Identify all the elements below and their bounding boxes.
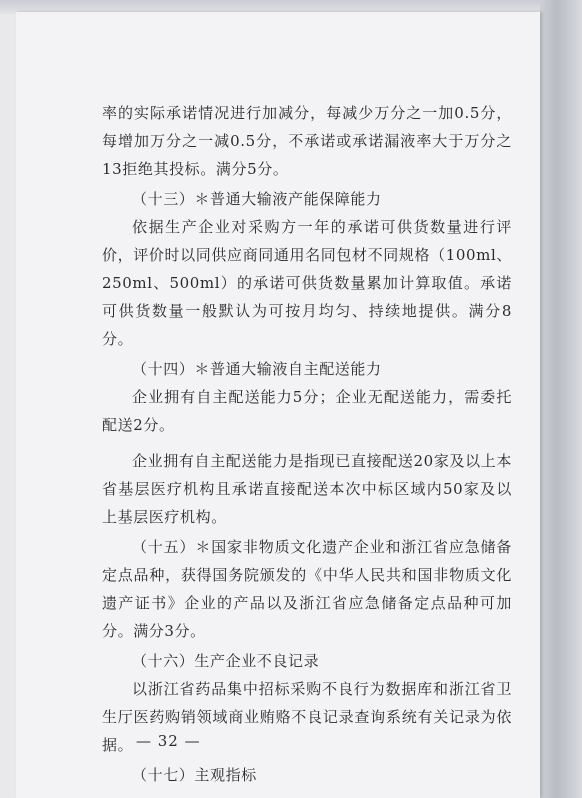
section-heading: （十七）主观指标 [132, 766, 257, 784]
section-heading: （十四）＊普通大输液自主配送能力 [132, 360, 382, 378]
body-paragraph: 率的实际承诺情况进行加减分，每减少万分之一加0.5分，每增加万分之一减0.5分，不承诺或承诺漏液率大于万分之13拒绝其投标。满分5分。 [102, 104, 512, 178]
scan-edge-right [540, 0, 582, 798]
body-paragraph: 企业拥有自主配送能力是指现已直接配送20家及以上本省基层医疗机构且承诺直接配送本次中标区域内50家及以上基层医疗机构。 [102, 452, 512, 526]
body-paragraph: 企业拥有自主配送能力5分；企业无配送能力，需委托配送2分。 [102, 388, 512, 434]
section-heading: （十五）＊国家非物质文化遗产企业和浙江省应急储备定点品种，获得国务院颁发的《中华人民共和国非物质文化遗产证书》企业的产品以及浙江省应急储备定点品种可加分。满分3分。 [102, 538, 512, 640]
body-paragraph: 依据生产企业对采购方一年的承诺可供货数量进行评价，评价时以同供应商同通用名同包材不同规格（100ml、250ml、500ml）的承诺可供货数量累加计算取值。承诺可供货数量一般默认为可按月均匀、持续地提供。满分8分。 [102, 218, 512, 348]
section-heading: （十三）＊普通大输液产能保障能力 [132, 190, 382, 208]
page-number: — 32 — [136, 732, 201, 750]
document-body [102, 99, 512, 789]
body-paragraph: 以浙江省药品集中招标采购不良行为数据库和浙江省卫生厅医药购销领域商业贿赂不良记录查询系统有关记录为依据。 [102, 680, 512, 754]
section-heading: （十六）生产企业不良记录 [132, 652, 320, 670]
